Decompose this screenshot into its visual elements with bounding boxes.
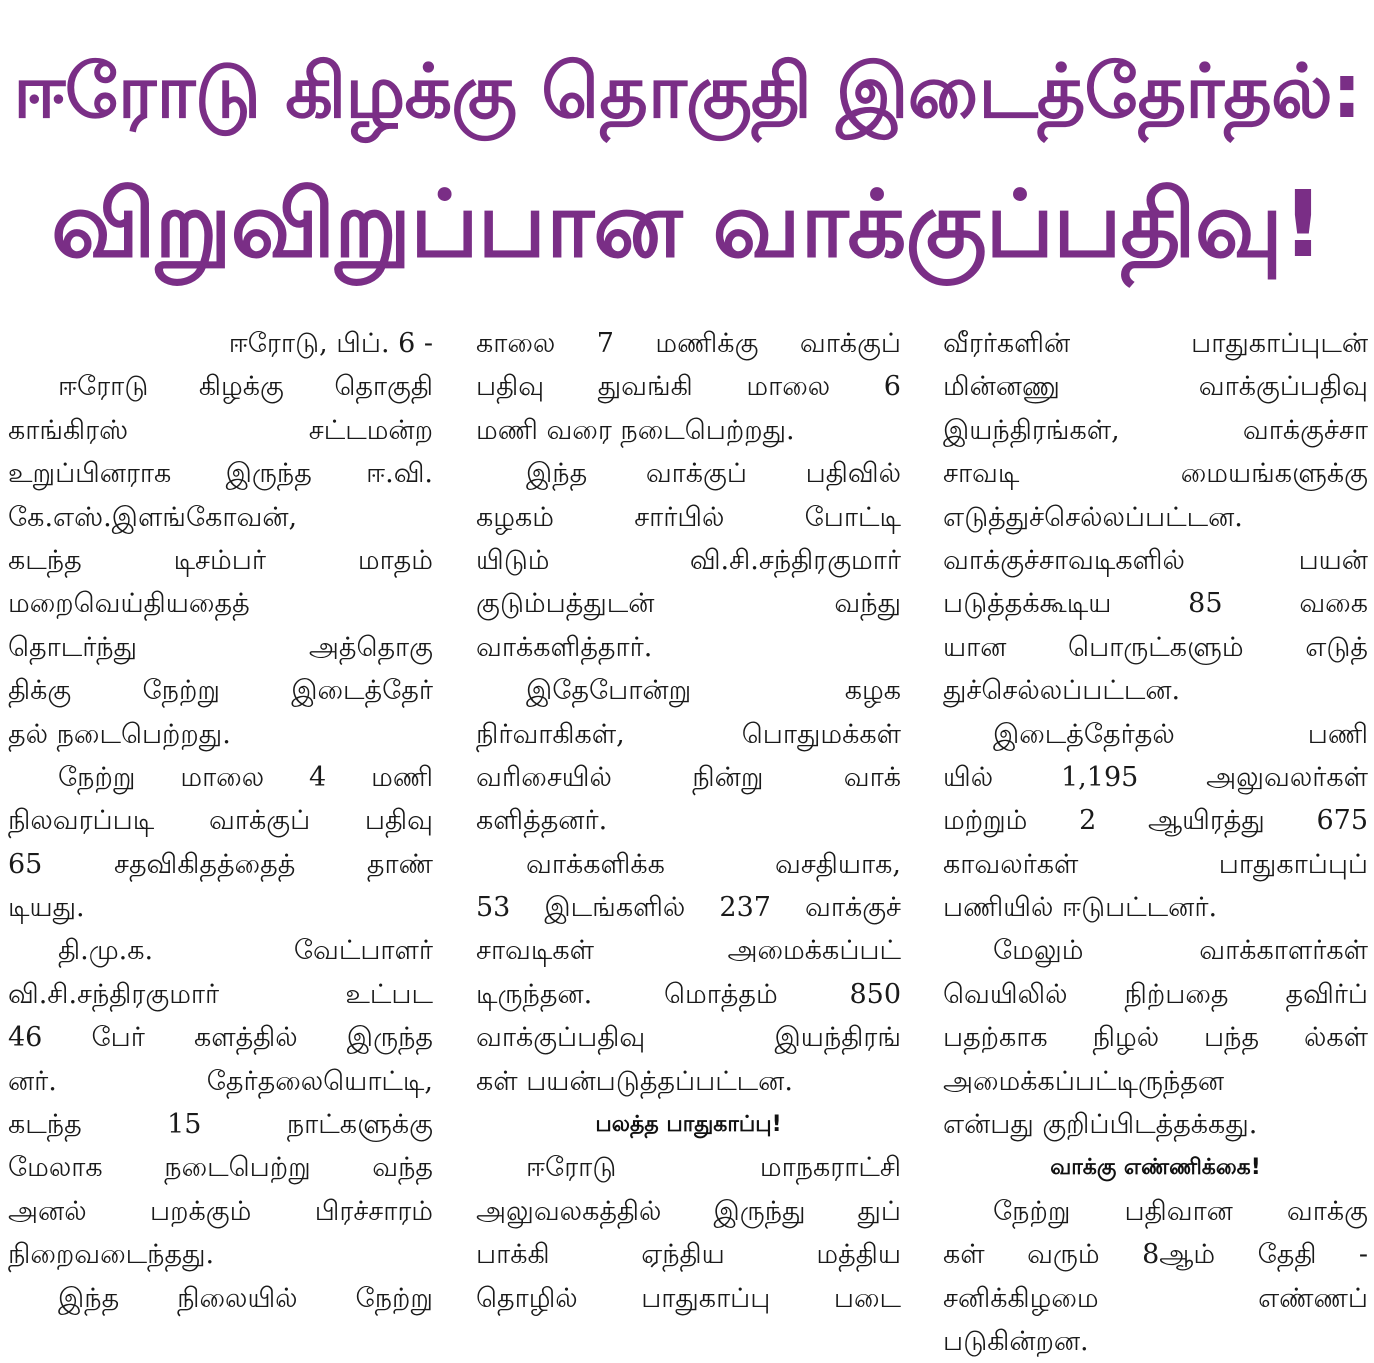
body-line: நிலவரப்படி வாக்குப் பதிவு <box>8 805 433 837</box>
body-line: தி.மு.க. வேட்பாளர் <box>58 935 433 967</box>
body-line: யிடும் வி.சி.சந்திரகுமார் <box>476 544 901 576</box>
body-line: யான பொருட்களும் எடுத் <box>943 631 1368 663</box>
body-line: கழகம் சார்பில் போட்டி <box>476 501 901 533</box>
body-line: அனல் பறக்கும் பிரச்சாரம் <box>8 1195 433 1227</box>
body-line: மேலாக நடைபெற்று வந்த <box>8 1152 433 1184</box>
body-line: யில் 1,195 அலுவலர்கள் <box>943 761 1368 793</box>
body-line: மற்றும் 2 ஆயிரத்து 675 <box>943 805 1368 837</box>
body-line: டியது. <box>8 892 85 924</box>
body-line: படுகின்றன. <box>943 1325 1089 1357</box>
body-line: தொடர்ந்து அத்தொகு <box>8 631 433 663</box>
body-line: மறைவெய்தியதைத் <box>8 588 250 620</box>
body-line: இந்த வாக்குப் பதிவில் <box>526 458 901 490</box>
headline-line-1: ஈரோடு கிழக்கு தொகுதி இடைத்தேர்தல்: <box>13 48 1361 135</box>
body-line: நேற்று பதிவான வாக்கு <box>993 1195 1368 1227</box>
body-line: இந்த நிலையில் நேற்று <box>58 1282 433 1314</box>
body-line: வாக்களித்தார். <box>476 631 653 663</box>
body-line: மணி வரை நடைபெற்றது. <box>476 414 795 446</box>
body-line: வீரர்களின் பாதுகாப்புடன் <box>943 328 1368 359</box>
body-line: கள் வரும் 8ஆம் தேதி - <box>943 1239 1368 1271</box>
body-line: காலை 7 மணிக்கு வாக்குப் <box>476 328 901 359</box>
body-line: ஈரோடு மாநகராட்சி <box>526 1152 901 1184</box>
body-line: 46 பேர் களத்தில் இருந்த <box>8 1022 433 1054</box>
body-line: இயந்திரங்கள், வாக்குச்சா <box>943 414 1368 446</box>
body-line: மின்னணு வாக்குப்பதிவு <box>943 371 1368 403</box>
body-line: அலுவலகத்தில் இருந்து துப் <box>476 1195 901 1227</box>
body-line: டிருந்தன. மொத்தம் 850 <box>476 978 901 1010</box>
body-line: சாவடிகள் அமைக்கப்பட் <box>476 935 901 967</box>
body-line: கடந்த டிசம்பர் மாதம் <box>8 544 433 576</box>
body-line: வாக்குச்சாவடிகளில் பயன் <box>943 544 1368 576</box>
body-line: ஈரோடு கிழக்கு தொகுதி <box>58 371 433 403</box>
article-column-1 <box>8 322 433 1320</box>
headline-line-2: விறுவிறுப்பான வாக்குப்பதிவு! <box>51 171 1323 278</box>
body-line: உறுப்பினராக இருந்த ஈ.வி. <box>8 458 433 490</box>
body-line: மேலும் வாக்காளர்கள் <box>993 935 1368 967</box>
body-line: இதேபோன்று கழக <box>526 675 901 707</box>
body-line: இடைத்தேர்தல் பணி <box>993 718 1368 750</box>
article-column-2 <box>476 322 901 1320</box>
body-line: வாக்களிக்க வசதியாக, <box>526 848 901 880</box>
article-column-3 <box>943 322 1368 1363</box>
body-line: பதற்காக நிழல் பந்த ல்கள் <box>943 1022 1368 1054</box>
body-line: காவலர்கள் பாதுகாப்புப் <box>943 848 1368 880</box>
body-line: 65 சதவிகிதத்தைத் தாண் <box>8 848 433 880</box>
dateline: ஈரோடு, பிப். 6 - <box>228 328 433 359</box>
body-line: என்பது குறிப்பிடத்தக்கது. <box>943 1109 1258 1141</box>
body-line: களித்தனர். <box>476 805 608 837</box>
subheading-security: பலத்த பாதுகாப்பு! <box>595 1112 782 1138</box>
body-line: எடுத்துச்செல்லப்பட்டன. <box>943 501 1243 533</box>
body-line: பணியில் ஈடுபட்டனர். <box>943 892 1218 924</box>
body-line: நிர்வாகிகள், பொதுமக்கள் <box>476 718 901 750</box>
body-line: கே.எஸ்.இளங்கோவன், <box>8 501 298 533</box>
body-line: பாக்கி ஏந்திய மத்திய <box>476 1239 901 1271</box>
body-line: னர். தேர்தலையொட்டி, <box>8 1065 433 1097</box>
body-line: 53 இடங்களில் 237 வாக்குச் <box>476 892 901 924</box>
body-line: தல் நடைபெற்றது. <box>8 718 231 750</box>
subheading-vote-count: வாக்கு எண்ணிக்கை! <box>1050 1155 1261 1181</box>
body-line: கள் பயன்படுத்தப்பட்டன. <box>476 1065 793 1097</box>
body-line: வாக்குப்பதிவு இயந்திரங் <box>476 1022 901 1054</box>
body-line: சனிக்கிழமை எண்ணப் <box>943 1282 1368 1314</box>
body-line: பதிவு துவங்கி மாலை 6 <box>476 371 901 403</box>
body-line: வி.சி.சந்திரகுமார் உட்பட <box>8 978 433 1010</box>
body-line: அமைக்கப்பட்டிருந்தன <box>943 1065 1225 1097</box>
body-line: தொழில் பாதுகாப்பு படை <box>476 1282 901 1314</box>
body-line: வரிசையில் நின்று வாக் <box>476 761 901 793</box>
body-line: சாவடி மையங்களுக்கு <box>943 458 1368 490</box>
body-line: வெயிலில் நிற்பதை தவிர்ப் <box>943 978 1368 1010</box>
body-line: குடும்பத்துடன் வந்து <box>476 588 901 620</box>
body-line: நிறைவடைந்தது. <box>8 1239 215 1271</box>
body-line: துச்செல்லப்பட்டன. <box>943 675 1181 707</box>
body-line: நேற்று மாலை 4 மணி <box>58 761 433 793</box>
body-line: கடந்த 15 நாட்களுக்கு <box>8 1109 433 1141</box>
body-line: படுத்தக்கூடிய 85 வகை <box>943 588 1368 620</box>
body-line: காங்கிரஸ் சட்டமன்ற <box>8 414 433 446</box>
body-line: திக்கு நேற்று இடைத்தேர் <box>8 675 433 707</box>
